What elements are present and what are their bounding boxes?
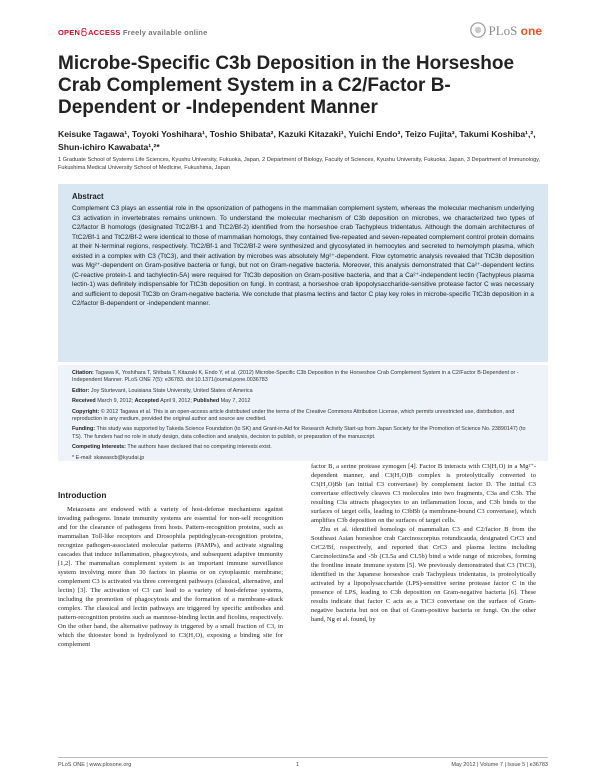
freely-available-text: Freely available online xyxy=(122,28,208,37)
competing-interests: Competing Interests: The authors have declared that no competing interests exist. xyxy=(72,444,272,451)
citation: Citation: Tagawa K, Yoshihara T, Shibata T, Kitazaki K, Endo Y, et al. (2012) Microbe-Specific C3b Deposition in the Horseshoe Crab Complement System in a C2/Factor B-Dependent or -Independent Manner. PLoS ONE 7(5): e36783. doi:10.1371/journal.pone.0036783 xyxy=(72,370,519,384)
dates: Received March 9, 2012; Accepted April 9, 2012; Published May 7, 2012 xyxy=(72,398,251,405)
footer-issue: May 2012 | Volume 7 | Issue 5 | e36783 xyxy=(451,762,548,768)
corresponding-email: * E-mail: skawascb@kyudai.jp xyxy=(72,454,145,461)
article-title: Microbe-Specific C3b Deposition in the Horseshoe Crab Complement System in a C2/Factor B-Dependent or -Independent Manner xyxy=(58,53,515,118)
copyright: Copyright: © 2012 Tagawa et al. This is an open-access article distributed under the terms of the Creative Commons Attribution License, which permits unrestricted use, distribution, and reproduction in any medium, provided the original author and source are credited. xyxy=(72,408,515,423)
editor: Editor: Joy Sturtevant, Louisiana State University, United States of America xyxy=(72,387,253,394)
paragraph: Zhu et al. identified homologs of mammalian C3 and C2/factor B from the Southeast Asian horseshoe crab Carcinoscorpius rotundicauda, designated CrC3 and CrC2/Bf, respectively, and reported that CrC3 and plasma lectins including Carcinolectins5a and -5b (CL5a and CL5b) bind a wide range of microbes, forming the frontline innate immune system [5]. We previously demonstrated that C3 (TtC3), identified in the Japanese horseshoe crab Tachypleus tridentatus, is proteolytically activated by a lipopolysaccharide (LPS)-sensitive serine protease factor C in the presence of LPS, leading to C3b deposition on Gram-negative bacteria [6]. These results indicate that factor C acts as a TtC3 convertase on the surface of Gram-negative bacteria but not on that of Gram-positive bacteria or fungi. On the other hand, Ng et al. found, by xyxy=(311,526,536,623)
body-column-left xyxy=(58,505,283,649)
affiliations: 1 Graduate School of Systems Life Sciences, Kyushu University, Fukuoka, Japan, 2 Department of Biology, Faculty of Sciences, Kyushu University, Fukuoka, Japan, 3 Department of Immunology, Fukushima Medical University School of Medicine, Fukushima, Japan xyxy=(58,157,541,171)
paragraph: Metazoans are endowed with a variety of host-defense mechanisms against invading pathogens. Innate immunity systems are essential for non-self recognition and for the clearance of pathogens from hosts. Pattern-recognition proteins, such as mammalian Toll-like receptors and Drosophila peptidoglycan-recognition proteins, recognize pathogen-associated molecular patterns (PAMPs), and activate signaling cascades that induce inflammation, phagocytosis, and subsequent adaptive immunity [1,2]. The mammalian complement system is an important immune surveillance system involving more than 30 factors in plasma or on cytoplasmic membrane; complement C3 is activated via three convergent pathways (classical, alternative, and lectin) [3]. The activation of C3 can lead to a variety of host-defense systems, including the promotion of phagocytosis and the formation of a membrane-attack complex. The classical and lectin pathways are triggered by specific antibodies and pattern-recognition proteins such as mannose-binding lectin and ficolins, respectively. On the other hand, the alternative pathway is triggered by a small fraction of C3, in which the thioester bond is hydrolyzed to C3(H₂O), exposing a binding site for complement xyxy=(58,506,283,648)
page-footer xyxy=(58,757,548,768)
paragraph: factor B, a serine protease zymogen [4]. Factor B interacts with C3(H₂O) in a Mg²⁺-dependent manner, and C3(H₂O)B complex is proteolytically converted to C3(H₂O)Bb (an initial C3 convertase) by complement factor D. The initial C3 convertase effectively cleaves C3 molecules into two fragments, C3a and C3b. The resulting C3a attracts phagocytes to an inflammation locus, and C3b binds to the surfaces of target cells, leading to C3bBb (a membrane-bound C3 convertase), which amplifies C3b deposition on the surfaces of target cells. xyxy=(311,463,536,524)
abstract-heading: Abstract xyxy=(72,192,104,201)
author-list: Keisuke Tagawa¹, Toyoki Yoshihara¹, Toshio Shibata², Kazuki Kitazaki¹, Yuichi Endo³, Teizo Fujita³, Takumi Koshiba¹,², Shun-ichiro Kawabata¹,²* xyxy=(58,129,536,152)
funding: Funding: This study was supported by Takeda Science Foundation (to SK) and Grant-in-Aid for Research Activity Start-up from Japan Society for the Promotion of Science No. 23890147) (to TS). The funders had no role in study design, data collection and analysis, decision to publish, or preparation of the manuscript. xyxy=(72,426,526,440)
body-column-right xyxy=(311,462,536,624)
open-lock-icon xyxy=(81,28,87,36)
introduction-heading: Introduction xyxy=(58,490,107,500)
footer-journal: PLoS ONE | www.plosone.org xyxy=(58,762,132,768)
page-number: 1 xyxy=(296,762,300,768)
article-metadata xyxy=(58,365,548,461)
abstract-box xyxy=(58,184,548,362)
abstract-text: Complement C3 plays an essential role in the opsonization of pathogens in the mammalian complement system, whereas the molecular mechanism underlying C3 activation in invertebrates remains unknown. To understand the molecular mechanism of C3b deposition on microbes, we characterized two types of C2/factor B homologs (designated TtC2/Bf-1 and TtC2/Bf-2) identified from the horseshoe crab Tachypleus tridentatus. Although the domain architectures of TtC2/Bf-1 and TtC2/Bf-2 were identical to those of mammalian homologs, they contained five-repeated and seven-repeated complement control protein domains at their N-terminal regions, respectively. TtC2/Bf-1 and TtC2/Bf-2 were synthesized and glycosylated in hemocytes and secreted to hemolymph plasma, which existed in a complex with C3 (TtC3), and their activation by microbes was absolutely Mg²⁺-dependent. Flow cytometric analysis revealed that TtC3b deposition was Mg²⁺-dependent on Gram-positive bacteria or fungi, but not on Gram-negative bacteria. Moreover, this analysis demonstrated that Ca²⁺-dependent lectins (C-reactive protein-1 and tachylectin-5A) were required for TtC3b deposition on Gram-positive bacteria, and that a Ca²⁺-independent lectin (Tachypleus plasma lectin-1) was definitely indispensable for TtC3b deposition on fungi. In contrast, a horseshoe crab lipopolysaccharide-sensitive protease factor C was necessary and sufficient to deposit TtC3b on Gram-negative bacteria. We conclude that plasma lectins and factor C play key roles in microbe-specific TtC3b deposition in a C2/factor B-dependent or -independent manner. xyxy=(72,205,534,307)
journal-header xyxy=(58,22,542,42)
plos-logo-icon xyxy=(470,22,486,38)
open-access-badge: OPEN ACCESS Freely available online xyxy=(58,28,208,37)
journal-logo: PLoS one xyxy=(470,22,543,39)
